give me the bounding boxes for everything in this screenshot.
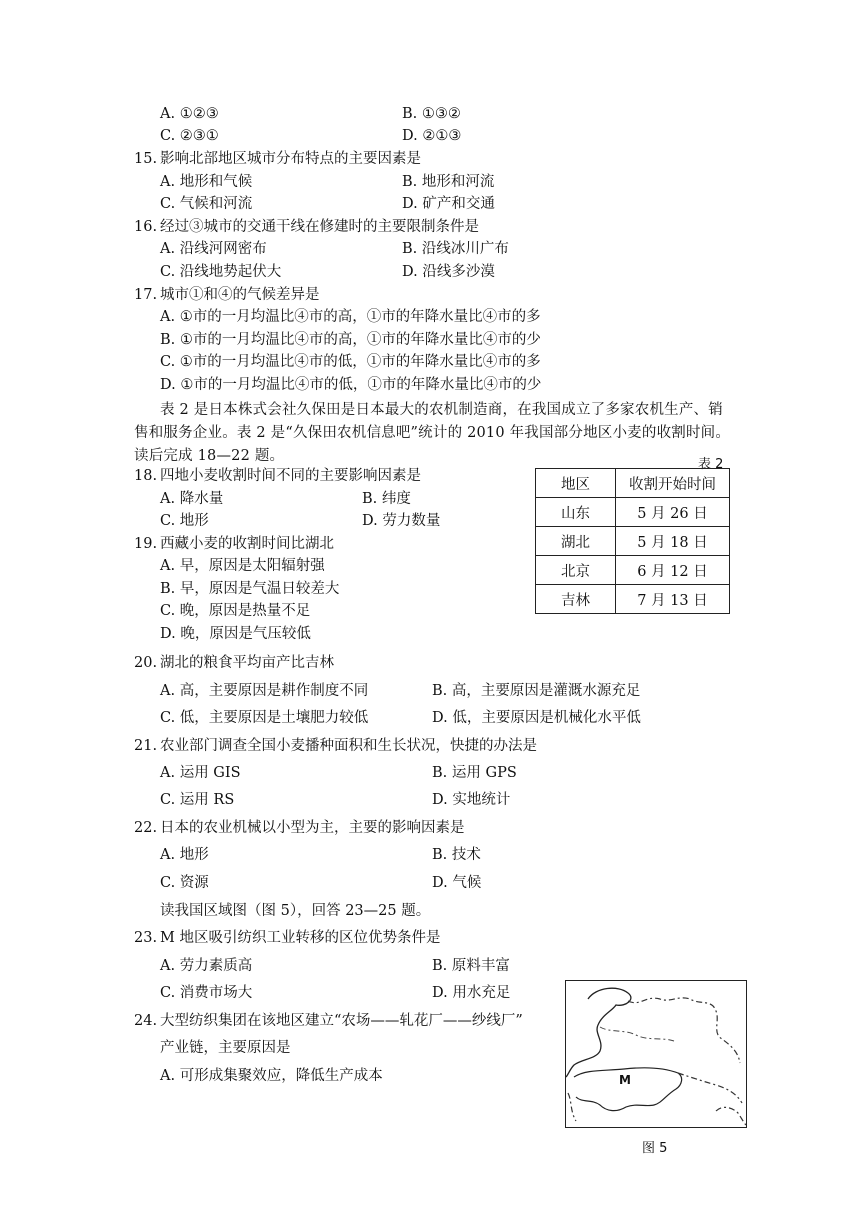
table-cell: 5 月 18 日 xyxy=(616,527,730,556)
q15-option-a: A. 地形和气候 xyxy=(160,174,253,190)
q18-option-a: A. 降水量 xyxy=(160,491,224,507)
q22-option-d: D. 气候 xyxy=(432,875,482,891)
q21-option-d: D. 实地统计 xyxy=(432,792,511,808)
q19-option-a: A. 早，原因是太阳辐射强 xyxy=(160,558,325,574)
q19-option-b: B. 早，原因是气温日较差大 xyxy=(160,581,340,597)
q14-option-b: B. ①③② xyxy=(402,106,461,122)
q16-question: 经过③城市的交通干线在修建时的主要限制条件是 xyxy=(160,219,479,235)
q16-option-d: D. 沿线多沙漠 xyxy=(402,264,495,280)
q15-option-d: D. 矿产和交通 xyxy=(402,196,495,212)
table2-caption: 表 2 xyxy=(698,457,724,472)
region-map-icon xyxy=(566,981,746,1127)
q23-question: M 地区吸引纺织工业转移的区位优势条件是 xyxy=(160,930,441,946)
table-cell: 6 月 12 日 xyxy=(616,556,730,585)
q14-option-c: C. ②③① xyxy=(160,128,219,144)
q15-option-b: B. 地形和河流 xyxy=(402,174,495,190)
table-header-cell: 收割开始时间 xyxy=(616,469,730,498)
q20-option-a: A. 高，主要原因是耕作制度不同 xyxy=(160,683,369,699)
q20-question: 湖北的粮食平均亩产比吉林 xyxy=(160,655,334,671)
q20-option-b: B. 高，主要原因是灌溉水源充足 xyxy=(432,683,641,699)
q24-option-a: A. 可形成集聚效应，降低生产成本 xyxy=(160,1068,383,1084)
table-2 xyxy=(535,468,730,614)
table-header-row xyxy=(536,469,730,498)
q24-question-cont: 产业链，主要原因是 xyxy=(160,1040,291,1056)
table-row xyxy=(536,527,730,556)
q17-number: 17. xyxy=(134,287,158,303)
figure-5-caption: 图 5 xyxy=(642,1141,668,1156)
table-cell: 7 月 13 日 xyxy=(616,585,730,614)
q19-option-c: C. 晚，原因是热量不足 xyxy=(160,603,311,619)
figure-5-map xyxy=(565,980,747,1128)
q23-option-b: B. 原料丰富 xyxy=(432,958,510,974)
table-row xyxy=(536,585,730,614)
q17-option-d: D. ①市的一月均温比④市的低，①市的年降水量比④市的少 xyxy=(160,377,542,393)
q14-option-d: D. ②①③ xyxy=(402,128,462,144)
q15-option-c: C. 气候和河流 xyxy=(160,196,253,212)
q16-option-c: C. 沿线地势起伏大 xyxy=(160,264,282,280)
table-row xyxy=(536,498,730,527)
q21-option-a: A. 运用 GIS xyxy=(160,765,241,781)
q24-number: 24. xyxy=(134,1013,158,1029)
q19-number: 19. xyxy=(134,536,158,552)
q20-option-d: D. 低，主要原因是机械化水平低 xyxy=(432,710,641,726)
q22-option-c: C. 资源 xyxy=(160,875,209,891)
q22-number: 22. xyxy=(134,820,158,836)
q21-option-c: C. 运用 RS xyxy=(160,792,235,808)
q22-question: 日本的农业机械以小型为主，主要的影响因素是 xyxy=(160,820,465,836)
table-header-cell: 地区 xyxy=(536,469,616,498)
q21-question: 农业部门调查全国小麦播种面积和生长状况，快捷的办法是 xyxy=(160,738,537,754)
q20-number: 20. xyxy=(134,655,158,671)
q17-option-a: A. ①市的一月均温比④市的高，①市的年降水量比④市的多 xyxy=(160,309,541,325)
q17-question: 城市①和④的气候差异是 xyxy=(160,287,320,303)
table-cell: 湖北 xyxy=(536,527,616,556)
intro-18-22: 表 2 是日本株式会社久保田是日本最大的农机制造商，在我国成立了多家农机生产、销售和服务企业。表 2 是“久保田农机信息吧”统计的 2010 年我国部分地区小麦的收割时间。读后完成 18—22 题。 xyxy=(134,402,731,464)
q18-option-b: B. 纬度 xyxy=(362,491,411,507)
q19-option-d: D. 晚，原因是气压较低 xyxy=(160,626,311,642)
table-cell: 北京 xyxy=(536,556,616,585)
q18-question: 四地小麦收割时间不同的主要影响因素是 xyxy=(160,468,421,484)
q18-number: 18. xyxy=(134,468,158,484)
q16-number: 16. xyxy=(134,219,158,235)
q21-option-b: B. 运用 GPS xyxy=(432,765,517,781)
q14-option-a: A. ①②③ xyxy=(160,106,219,122)
q20-option-c: C. 低，主要原因是土壤肥力较低 xyxy=(160,710,369,726)
q22-option-a: A. 地形 xyxy=(160,847,209,863)
table-cell: 吉林 xyxy=(536,585,616,614)
q16-option-b: B. 沿线冰川广布 xyxy=(402,241,509,257)
q16-option-a: A. 沿线河网密布 xyxy=(160,241,267,257)
q22-option-b: B. 技术 xyxy=(432,847,481,863)
q15-number: 15. xyxy=(134,151,158,167)
q23-number: 23. xyxy=(134,930,158,946)
table-row xyxy=(536,556,730,585)
q23-option-d: D. 用水充足 xyxy=(432,985,511,1001)
q17-option-c: C. ①市的一月均温比④市的低，①市的年降水量比④市的多 xyxy=(160,354,541,370)
q18-option-d: D. 劳力数量 xyxy=(362,513,441,529)
q23-option-c: C. 消费市场大 xyxy=(160,985,253,1001)
intro-23-25: 读我国区域图（图 5），回答 23—25 题。 xyxy=(160,903,431,919)
map-label-m: M xyxy=(619,1073,631,1087)
q23-option-a: A. 劳力素质高 xyxy=(160,958,253,974)
table-cell: 5 月 26 日 xyxy=(616,498,730,527)
q18-option-c: C. 地形 xyxy=(160,513,209,529)
q15-question: 影响北部地区城市分布特点的主要因素是 xyxy=(160,151,421,167)
q21-number: 21. xyxy=(134,738,158,754)
q24-question: 大型纺织集团在该地区建立“农场——轧花厂——纱线厂” xyxy=(160,1013,523,1029)
q17-option-b: B. ①市的一月均温比④市的高，①市的年降水量比④市的少 xyxy=(160,332,541,348)
table-cell: 山东 xyxy=(536,498,616,527)
q19-question: 西藏小麦的收割时间比湖北 xyxy=(160,536,334,552)
